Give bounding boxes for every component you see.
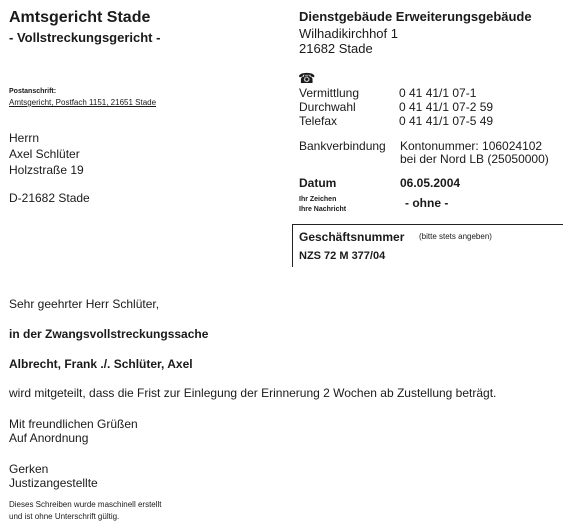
recipient-salutation: Herrn	[9, 131, 40, 145]
bank-account: Kontonummer: 106024102	[400, 139, 543, 153]
court-name: Amtsgericht Stade	[9, 9, 151, 26]
postal-label: Postanschrift:	[9, 88, 57, 95]
closing-line-2: Auf Anordnung	[9, 431, 89, 445]
date-value: 06.05.2004	[400, 176, 461, 190]
contact-label: Durchwahl	[299, 100, 356, 114]
signer-name: Gerken	[9, 462, 49, 476]
message-text: wird mitgeteilt, dass die Frist zur Einlegung der Erinnerung 2 Wochen ab Zustellung beträgt.	[9, 386, 497, 400]
greeting: Sehr geehrter Herr Schlüter,	[9, 297, 160, 311]
footer-line-1: Dieses Schreiben wurde maschinell erstellt	[9, 500, 162, 509]
case-number-hint: (bitte stets angeben)	[419, 232, 492, 241]
contact-row-direct	[299, 100, 493, 114]
bank-label: Bankverbindung	[299, 139, 386, 153]
matter-line: in der Zwangsvollstreckungssache	[9, 327, 209, 341]
contact-value: 0 41 41/1 07-1	[399, 86, 477, 100]
reference-label-1: Ihr Zeichen	[299, 196, 337, 203]
recipient-street: Holzstraße 19	[9, 163, 84, 177]
contact-value: 0 41 41/1 07-2 59	[399, 100, 494, 114]
contact-label: Telefax	[299, 114, 338, 128]
closing-line-1: Mit freundlichen Grüßen	[9, 417, 138, 431]
contact-row-switchboard	[299, 86, 476, 100]
parties-line: Albrecht, Frank ./. Schlüter, Axel	[9, 357, 193, 371]
office-city: 21682 Stade	[299, 41, 373, 56]
contact-label: Vermittlung	[299, 86, 360, 100]
postal-address: Amtsgericht, Postfach 1151, 21651 Stade	[9, 98, 157, 107]
court-subtitle: - Vollstreckungsgericht -	[9, 30, 161, 45]
recipient-city: D-21682 Stade	[9, 191, 90, 205]
recipient-name: Axel Schlüter	[9, 147, 80, 161]
reference-label-2: Ihre Nachricht	[299, 206, 347, 213]
bank-name: bei der Nord LB (25050000)	[400, 152, 549, 166]
contact-row-fax	[299, 114, 493, 128]
contact-value: 0 41 41/1 07-5 49	[399, 114, 494, 128]
case-number-label: Geschäftsnummer	[299, 230, 405, 244]
date-label: Datum	[299, 176, 337, 190]
footer-line-2: und ist ohne Unterschrift gültig.	[9, 512, 120, 521]
phone-icon: ☎	[298, 70, 316, 86]
office-street: Wilhadikirchhof 1	[299, 26, 398, 41]
case-number: NZS 72 M 377/04	[299, 250, 386, 262]
signer-title: Justizangestellte	[9, 476, 98, 490]
office-building: Dienstgebäude Erweiterungsgebäude	[299, 9, 532, 24]
reference-value: - ohne -	[405, 196, 449, 210]
